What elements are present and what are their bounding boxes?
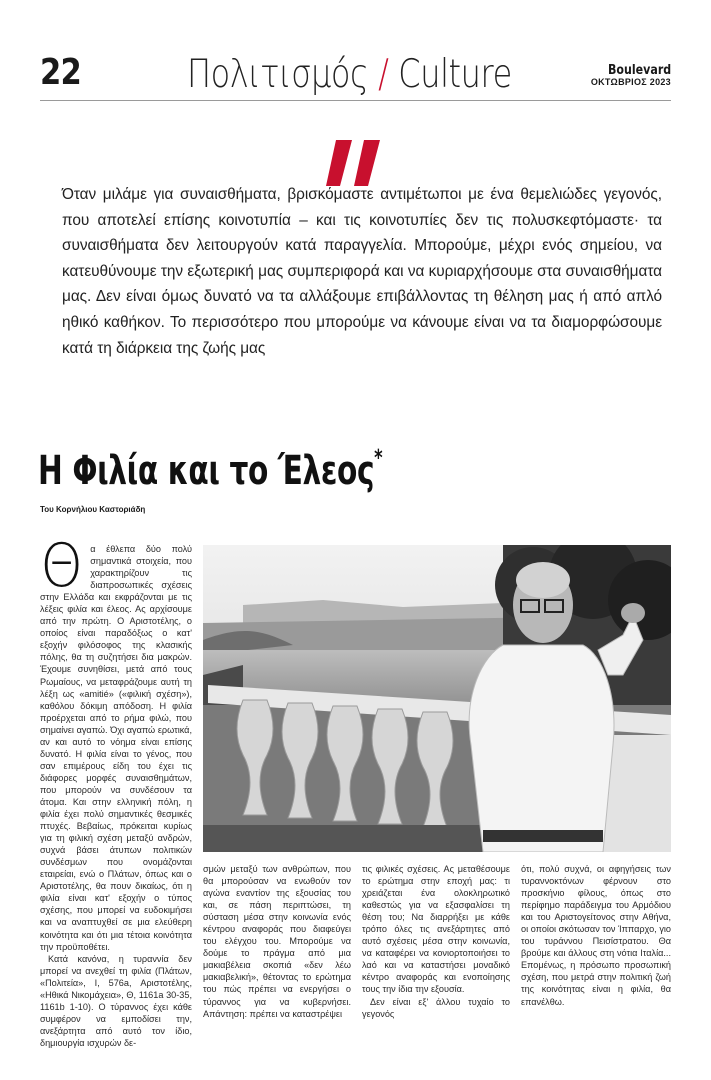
- article-column-1: [40, 531, 192, 1049]
- quote-icon: [326, 140, 384, 186]
- paragraph-text: α έθλεπα δύο πολύ σημαντικά στοιχεία, που χαρακτηρίζουν τις διαπροσωπικές σχέσεις στην Ελλάδα και εκφράζονται με τις λέξεις φιλία και έλεος. Ας αρχίσουμε από την πρώτη. Ο Αριστοτέλης, ο οποίος είναι παραδόξως ο κατ' εξοχήν φιλόσοφος της κλασικής πόλης, θα τη συζητήσει δια μακρών. Έχουμε συνηθίσει, μετά από τους Ρωμαίους, να μεταφράζουμε αυτή τη λέξη ως «amitié» («φιλική σχέση»), καθόλου δόκιμη απόδοση. Η φιλία προέρχεται από το ρήμα φιλώ, που σημαίνει αγαπώ. Όχι αγαπώ ερωτικά, αν και αυτό το νόημα είναι επίσης δυνατό. Η φιλία είναι το γένος, που σαν επιμέρους είδη του έχει τις διάφορες μορφές συναισθημάτων, που μπορούν να συνδέσουν τα άτομα. Και στην ελληνική πόλη, η φιλία έχει πολύ σημαντικές θεσμικές πτυχές. Βεβαίως, πρόκειται κυρίως για τη φιλική σχέση μεταξύ ανδρών, συχνά βάσει άτυπων πολιτικών συνδέσμων που ονομάζονται εταιρείαι, ενώ ο Πλάτων, όπως και ο Αριστοτέλης, θα πουν δικαίως, ότι η φιλία είναι κατ' εξοχήν ο τύπος σχέσης, που μπορεί να ευδοκιμήσει και να αναπτυχθεί σε μια ελεύθερη κοινότητα και ότι μια τέτοια κοινότητα την προϋποθέτει.: [40, 544, 192, 952]
- byline: Του Κορνήλιου Καστοριάδη: [40, 505, 146, 514]
- header-rule: [40, 100, 671, 101]
- section-greek: Πολιτισμός: [187, 52, 369, 97]
- article-column-2: [203, 863, 351, 1020]
- title-asterisk: *: [374, 446, 383, 471]
- masthead: [591, 64, 671, 87]
- paragraph: Δεν είναι εξ' άλλου τυχαίο το γεγονός: [362, 996, 510, 1019]
- drop-cap: Θ: [40, 531, 83, 601]
- issue-date: ΟΚΤΩΒΡΙΟΣ 2023: [590, 77, 671, 87]
- article-title: [38, 448, 382, 494]
- pull-quote: Όταν μιλάμε για συναισθήματα, βρισκόμαστε αντιμέτωποι με ένα θεμελιώδες γεγονός, που αποτελεί επίσης κοινοτυπία – και τις κοινοτυπίες δεν τις πολυσκεφτόμαστε· τα συναισθήματα δεν λειτουργούν κατά παραγγελία. Μπορούμε, μέχρι ενός σημείου, να κατευθύνουμε την εξωτερική μας συμπεριφορά και να κυριαρχήσουμε στα συναισθήματα μας. Δεν είναι όμως δυνατό να τα αλλάξουμε επιβάλλοντας τη θέληση μας ή από απλό ηθικό καθήκον. Το περισσότερο που μπορούμε να κάνουμε είναι να τα διαμορφώσουμε κατά τη διάρκεια της ζωής μας: [62, 186, 662, 357]
- page-number: 22: [40, 52, 81, 93]
- article-column-3: [362, 863, 510, 1020]
- paragraph: σμών μεταξύ των ανθρώπων, που θα μπορούσαν να ενωθούν τον αγώνα εναντίον της εξουσίας του και, σε πάση περιπτώσει, τη σύσταση μέσα στην κοινωνία ενός κέντρου αναφοράς που διαφεύγει του ελέγχου του. Μπορούμε να δούμε το πράγμα από μια μακιαβέλεια σκοπιά «δεν λέω μακιαβελική», θέτοντας το ερώτημα του πώς πρέπει να ενεργήσει ο τύραννος για να κυβερνήσει. Απάντηση: πρέπει να καταστρέψει: [203, 864, 351, 1019]
- paragraph: τις φιλικές σχέσεις. Ας μεταθέσουμε το ερώτημα στην εποχή μας: τι χρειάζεται ένα ολοκληρωτικό καθεστώς για να εξασφαλίσει τη θέση του; Να διαρρήξει με κάθε τρόπο όλες τις ανεξάρτητες από αυτό σχέσεις μέσα στην κοινωνία, να καταφέρει να κονιορτοποιήσει το λαό και να καταστήσει μοναδικό κέντρο αναφοράς και ενοποίησης τους την ίδια την εξουσία.: [362, 864, 510, 995]
- article-photo: [203, 545, 671, 852]
- brand-name: Boulevard: [607, 63, 671, 78]
- article-title-text: Η Φιλία και το Έλεος: [38, 448, 375, 494]
- section-english: Culture: [398, 52, 512, 97]
- paragraph: ότι, πολύ συχνά, οι αφηγήσεις των τυραννοκτόνων φέρνουν στο προσκήνιο φίλους, όπως στο περίφημο παράδειγμα του Αρμόδιου και του Αριστογείτονος στην Αθήνα, οι οποίοι σκότωσαν τον Ίππαρχο, γιο του τυράννου Πεισίστρατου. Θα βρούμε και άλλους στη νότια Ιταλία... Επομένως, η πρόσωπο προσωπική σχέση, που μετρά στην πολιτική ζωή της κοινότητας είναι η φιλία, θα επανέλθω.: [521, 864, 671, 1007]
- section-slash: /: [378, 52, 389, 97]
- section-title: [187, 52, 512, 97]
- article-column-4: [521, 863, 671, 1008]
- paragraph: Κατά κανόνα, η τυραννία δεν μπορεί να ανεχθεί τη φιλία (Πλάτων, «Πολιτεία», I, 576a, Αριστοτέλης, «Ηθικά Νικομάχεια», Θ, 1161a 30-35, 1161b 1-10). Ο τύραννος έχει κάθε συμφέρον να εμποδίσει την, ανεξάρτητα από αυτό τον ίδιο, δημιουργία ισχυρών δε-: [40, 953, 192, 1048]
- paragraph: [40, 531, 192, 953]
- photo-illustration: [203, 545, 671, 852]
